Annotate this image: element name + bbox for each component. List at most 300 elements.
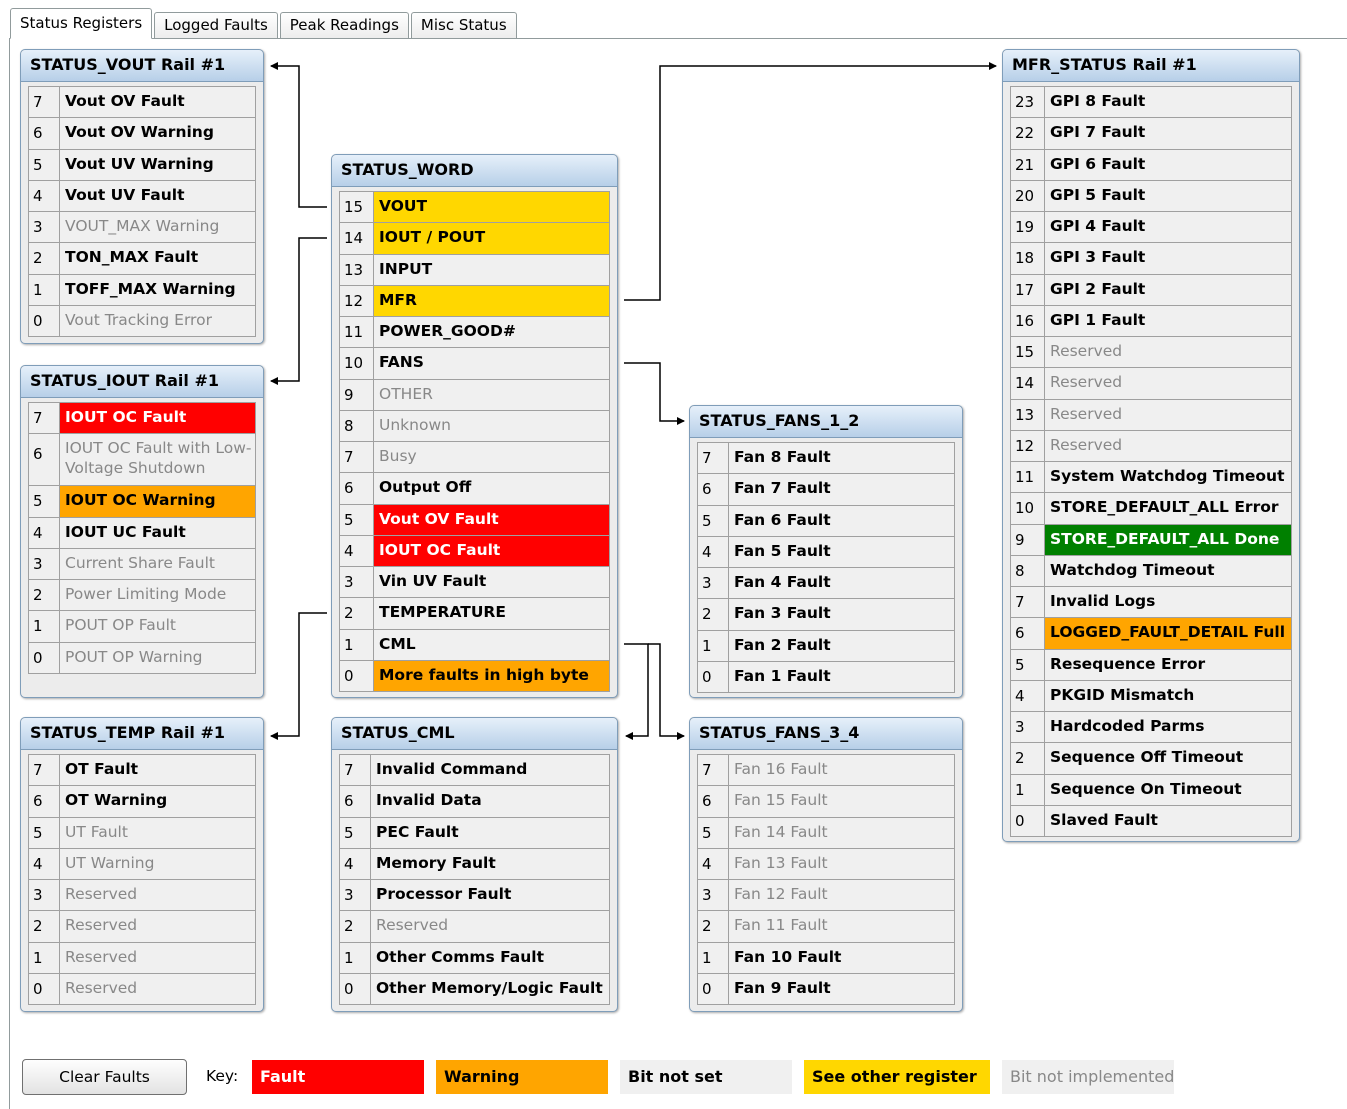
- register-bit-row: [29, 580, 255, 611]
- register-bit-row: [340, 786, 609, 817]
- key-bit-not-set: Bit not set: [620, 1060, 792, 1094]
- bit-label: VOUT: [374, 192, 609, 222]
- status-word-register: [331, 154, 618, 698]
- bit-label: Reserved: [1050, 373, 1123, 392]
- key-see-other-register: See other register: [804, 1060, 990, 1094]
- register-bit-row: [1011, 118, 1291, 149]
- bit-number: 4: [29, 849, 60, 879]
- register-bit-row: [29, 974, 255, 1005]
- bit-label: Watchdog Timeout: [1050, 560, 1215, 579]
- register-bit-row: [340, 598, 609, 629]
- register-bit-row: [698, 443, 954, 474]
- register-bit-row: [1011, 368, 1291, 399]
- bit-number: 4: [340, 849, 371, 879]
- bit-label: INPUT: [379, 259, 433, 278]
- register-bit-row: [29, 755, 255, 786]
- register-bit-row: [340, 911, 609, 942]
- bit-number: 1: [29, 275, 60, 305]
- bit-label: PEC Fault: [376, 822, 459, 841]
- bit-label: Reserved: [1050, 404, 1123, 423]
- bit-number: 18: [1011, 243, 1045, 273]
- bit-number: 6: [29, 786, 60, 816]
- bit-number: 7: [698, 755, 729, 785]
- register-bit-row: [29, 549, 255, 580]
- tab-peak-readings[interactable]: Peak Readings: [280, 12, 409, 39]
- register-bit-row: [29, 87, 255, 118]
- register-title: STATUS_FANS_1_2: [690, 406, 962, 438]
- bit-number: 3: [340, 880, 371, 910]
- bit-label: Vout OV Fault: [65, 92, 185, 110]
- register-bit-row: [698, 818, 954, 849]
- register-bit-row: [698, 849, 954, 880]
- bit-number: 3: [698, 880, 729, 910]
- bit-label: Fan 15 Fault: [734, 791, 828, 810]
- bit-number: 15: [1011, 337, 1045, 367]
- register-bit-row: [1011, 87, 1291, 118]
- register-bit-row: [29, 849, 255, 880]
- bit-number: 2: [698, 911, 729, 941]
- bit-number: 0: [29, 306, 60, 336]
- bit-number: 6: [29, 434, 60, 485]
- tab-logged-faults[interactable]: Logged Faults: [154, 12, 278, 39]
- bit-number: 6: [340, 786, 371, 816]
- bit-label: GPI 4 Fault: [1050, 217, 1146, 235]
- bit-number: 5: [698, 818, 729, 848]
- bit-number: 0: [29, 643, 60, 673]
- bit-number: 1: [340, 630, 374, 660]
- bit-label: POWER_GOOD#: [379, 322, 516, 340]
- bit-label: Reserved: [1050, 342, 1123, 360]
- register-title: MFR_STATUS Rail #1: [1003, 50, 1299, 82]
- status-fans-3-4-register: [689, 717, 963, 1012]
- bit-number: 2: [340, 598, 374, 628]
- register-bit-row: [698, 974, 954, 1005]
- bit-number: 7: [698, 443, 729, 473]
- register-bit-row: [698, 911, 954, 942]
- bit-label: GPI 2 Fault: [1050, 279, 1146, 298]
- bit-number: 15: [340, 192, 374, 222]
- bit-number: 2: [29, 911, 60, 941]
- status-vout-register: [20, 49, 264, 344]
- bit-label: Vin UV Fault: [379, 572, 487, 590]
- bit-label: PKGID Mismatch: [1050, 685, 1195, 704]
- bit-number: 6: [698, 474, 729, 504]
- register-bit-row: [1011, 462, 1291, 493]
- bit-label: Vout UV Fault: [65, 185, 185, 204]
- register-bit-row: [1011, 400, 1291, 431]
- bit-label: GPI 8 Fault: [1050, 92, 1146, 110]
- register-bit-row: [340, 818, 609, 849]
- register-bit-row: [340, 849, 609, 880]
- link-mfr-line: [624, 66, 996, 300]
- bit-label: Vout UV Warning: [65, 154, 214, 173]
- link-fans12-line: [624, 363, 684, 421]
- register-title: STATUS_FANS_3_4: [690, 718, 962, 750]
- key-warning: Warning: [436, 1060, 608, 1094]
- register-bit-row: [29, 243, 255, 274]
- bit-number: 23: [1011, 87, 1045, 117]
- link-iout-line: [271, 238, 327, 381]
- register-bit-row: [340, 943, 609, 974]
- link-cml-line: [624, 644, 648, 736]
- bit-number: 14: [1011, 368, 1045, 398]
- register-bit-table: [28, 402, 256, 674]
- bit-number: 2: [698, 599, 729, 629]
- register-title: STATUS_CML: [332, 718, 617, 750]
- register-bit-row: [340, 661, 609, 692]
- bit-number: 4: [29, 518, 60, 548]
- mfr-status-register: [1002, 49, 1300, 842]
- footer-separator: [20, 1041, 1304, 1042]
- tab-status-registers[interactable]: Status Registers: [10, 8, 152, 39]
- bit-label: Sequence On Timeout: [1050, 779, 1242, 798]
- bit-number: 7: [340, 442, 374, 472]
- register-bit-table: [28, 754, 256, 1005]
- register-bit-row: [340, 255, 609, 286]
- register-bit-row: [1011, 587, 1291, 618]
- bit-label: Invalid Command: [376, 760, 528, 778]
- bit-number: 3: [340, 567, 374, 597]
- register-bit-row: [1011, 431, 1291, 462]
- register-bit-row: [698, 943, 954, 974]
- bit-label: Other Comms Fault: [376, 947, 545, 966]
- bit-label: Fan 11 Fault: [734, 916, 828, 935]
- bit-number: 1: [29, 943, 60, 973]
- bit-label: GPI 1 Fault: [1050, 310, 1146, 329]
- bit-number: 0: [698, 662, 729, 692]
- bit-number: 6: [1011, 618, 1045, 648]
- register-bit-row: [698, 568, 954, 599]
- bit-number: 6: [340, 473, 374, 503]
- register-bit-row: [29, 118, 255, 149]
- register-bit-row: [698, 662, 954, 693]
- bit-number: 3: [29, 549, 60, 579]
- bit-label: Reserved: [376, 916, 449, 935]
- bit-number: 2: [340, 911, 371, 941]
- bit-label: Fan 2 Fault: [734, 635, 831, 654]
- register-title: STATUS_WORD: [332, 155, 617, 187]
- bit-number: 8: [1011, 556, 1045, 586]
- register-bit-row: [29, 212, 255, 243]
- bit-label: Reserved: [65, 978, 138, 997]
- register-title: STATUS_TEMP Rail #1: [21, 718, 263, 750]
- bit-label: IOUT OC Fault with Low-Voltage Shutdown: [65, 439, 252, 478]
- bit-number: 1: [698, 943, 729, 973]
- register-bit-row: [1011, 493, 1291, 524]
- register-title: STATUS_IOUT Rail #1: [21, 366, 263, 398]
- bit-number: 3: [1011, 712, 1045, 742]
- bit-label: Fan 6 Fault: [734, 510, 831, 529]
- register-bit-row: [340, 348, 609, 379]
- bit-label: POUT OP Fault: [65, 616, 176, 635]
- register-bit-row: [340, 880, 609, 911]
- bit-number: 0: [340, 661, 374, 691]
- bit-number: 16: [1011, 306, 1045, 336]
- bit-label: IOUT / POUT: [374, 223, 609, 253]
- bit-label: Current Share Fault: [65, 553, 215, 572]
- bit-label: Fan 3 Fault: [734, 604, 831, 623]
- bit-label: Sequence Off Timeout: [1050, 748, 1244, 767]
- bit-label: Resequence Error: [1050, 654, 1206, 673]
- register-bit-row: [29, 611, 255, 642]
- bit-number: 13: [340, 255, 374, 285]
- register-bit-row: [1011, 243, 1291, 274]
- bit-number: 20: [1011, 181, 1045, 211]
- bit-number: 11: [340, 317, 374, 347]
- register-bit-row: [29, 911, 255, 942]
- bit-label: FANS: [379, 353, 424, 372]
- bit-number: 4: [698, 849, 729, 879]
- register-bit-row: [698, 786, 954, 817]
- bit-number: 12: [1011, 431, 1045, 461]
- bit-number: 7: [29, 87, 60, 117]
- bit-number: 3: [29, 212, 60, 242]
- bit-label: STORE_DEFAULT_ALL Error: [1050, 498, 1279, 517]
- bit-label: Slaved Fault: [1050, 810, 1158, 829]
- clear-faults-button[interactable]: Clear Faults: [22, 1059, 187, 1095]
- bit-label: Invalid Logs: [1050, 592, 1156, 610]
- register-title: STATUS_VOUT Rail #1: [21, 50, 263, 82]
- bit-label: Fan 9 Fault: [734, 978, 831, 997]
- bit-label: MFR: [374, 286, 609, 316]
- register-bit-row: [1011, 556, 1291, 587]
- bit-number: 4: [698, 537, 729, 567]
- bit-label: Fan 10 Fault: [734, 947, 842, 966]
- bit-label: OT Fault: [65, 760, 139, 778]
- bit-label: Power Limiting Mode: [65, 585, 227, 603]
- bit-number: 8: [340, 411, 374, 441]
- register-bit-row: [698, 755, 954, 786]
- bit-label: UT Warning: [65, 853, 155, 872]
- register-bit-row: [698, 631, 954, 662]
- bit-label: Fan 13 Fault: [734, 853, 828, 872]
- register-bit-row: [1011, 806, 1291, 837]
- tab-misc-status[interactable]: Misc Status: [411, 12, 517, 39]
- bit-number: 9: [1011, 525, 1045, 555]
- bit-number: 2: [29, 243, 60, 273]
- register-bit-row: [340, 974, 609, 1005]
- register-bit-row: [29, 880, 255, 911]
- bit-label: GPI 5 Fault: [1050, 185, 1146, 204]
- register-bit-row: [340, 630, 609, 661]
- bit-number: 0: [698, 974, 729, 1004]
- bit-number: 19: [1011, 212, 1045, 242]
- register-bit-row: [29, 403, 255, 434]
- register-bit-row: [1011, 150, 1291, 181]
- register-bit-row: [340, 473, 609, 504]
- bit-number: 3: [29, 880, 60, 910]
- bit-label: Reserved: [65, 916, 138, 935]
- bit-label: GPI 3 Fault: [1050, 248, 1146, 267]
- register-bit-row: [1011, 212, 1291, 243]
- register-bit-row: [1011, 650, 1291, 681]
- bit-number: 21: [1011, 150, 1045, 180]
- status-temp-register: [20, 717, 264, 1012]
- bit-label: Reserved: [65, 947, 138, 966]
- bit-number: 13: [1011, 400, 1045, 430]
- status-iout-register: [20, 365, 264, 698]
- bit-label: GPI 7 Fault: [1050, 123, 1146, 142]
- bit-number: 7: [340, 755, 371, 785]
- register-bit-row: [340, 536, 609, 567]
- register-bit-table: [1010, 86, 1292, 837]
- bit-label: VOUT_MAX Warning: [65, 217, 220, 235]
- bit-label: Fan 7 Fault: [734, 479, 831, 498]
- register-bit-row: [340, 286, 609, 317]
- bit-label: CML: [379, 634, 416, 653]
- bit-number: 1: [29, 611, 60, 641]
- bit-number: 7: [29, 755, 60, 785]
- bit-label: OTHER: [379, 384, 433, 403]
- bit-label: Fan 5 Fault: [734, 541, 831, 560]
- bit-number: 5: [29, 150, 60, 180]
- bit-label: Fan 16 Fault: [734, 760, 828, 778]
- bit-label: IOUT OC Warning: [60, 486, 255, 516]
- bit-label: Output Off: [379, 478, 472, 497]
- bit-label: Vout Tracking Error: [65, 310, 212, 329]
- bit-label: System Watchdog Timeout: [1050, 467, 1285, 485]
- bit-label: Memory Fault: [376, 853, 496, 872]
- register-bit-row: [1011, 306, 1291, 337]
- bit-label: TON_MAX Fault: [65, 248, 199, 267]
- link-temp-line: [271, 613, 327, 736]
- register-bit-table: [28, 86, 256, 337]
- register-bit-row: [29, 150, 255, 181]
- register-bit-row: [698, 474, 954, 505]
- register-bit-row: [1011, 275, 1291, 306]
- register-bit-row: [1011, 712, 1291, 743]
- register-bit-row: [29, 943, 255, 974]
- bit-label: Vout OV Fault: [374, 505, 609, 535]
- register-bit-row: [340, 223, 609, 254]
- bit-number: 2: [29, 580, 60, 610]
- bit-label: IOUT UC Fault: [65, 522, 186, 541]
- register-bit-row: [340, 411, 609, 442]
- register-bit-row: [1011, 775, 1291, 806]
- bit-number: 10: [1011, 493, 1045, 523]
- bit-number: 0: [29, 974, 60, 1004]
- bit-number: 1: [1011, 775, 1045, 805]
- register-bit-row: [29, 518, 255, 549]
- register-bit-table: [697, 442, 955, 693]
- register-bit-table: [697, 754, 955, 1005]
- bit-number: 10: [340, 348, 374, 378]
- bit-number: 5: [698, 506, 729, 536]
- bit-label: STORE_DEFAULT_ALL Done: [1045, 525, 1291, 555]
- key-fault: Fault: [252, 1060, 424, 1094]
- bit-label: Reserved: [65, 885, 138, 903]
- register-bit-row: [1011, 681, 1291, 712]
- register-bit-row: [340, 317, 609, 348]
- key-label: Key:: [206, 1067, 239, 1085]
- register-bit-row: [340, 380, 609, 411]
- bit-label: Invalid Data: [376, 791, 482, 810]
- bit-number: 5: [1011, 650, 1045, 680]
- register-bit-row: [29, 786, 255, 817]
- bit-number: 11: [1011, 462, 1045, 492]
- bit-label: Fan 4 Fault: [734, 573, 831, 591]
- register-bit-row: [29, 643, 255, 674]
- status-cml-register: [331, 717, 618, 1012]
- register-bit-row: [340, 442, 609, 473]
- bit-number: 5: [340, 818, 371, 848]
- key-bit-not-implemented: Bit not implemented: [1002, 1060, 1174, 1094]
- bit-label: OT Warning: [65, 791, 168, 810]
- bit-number: 9: [340, 380, 374, 410]
- bit-label: Reserved: [1050, 435, 1123, 454]
- register-bit-row: [29, 181, 255, 212]
- bit-label: POUT OP Warning: [65, 647, 203, 666]
- bit-label: LOGGED_FAULT_DETAIL Full: [1045, 618, 1291, 648]
- bit-label: TEMPERATURE: [379, 603, 506, 622]
- bit-number: 5: [29, 486, 60, 516]
- bit-label: Hardcoded Parms: [1050, 717, 1205, 735]
- register-bit-row: [1011, 181, 1291, 212]
- bit-number: 6: [29, 118, 60, 148]
- bit-label: TOFF_MAX Warning: [65, 279, 236, 298]
- register-bit-row: [1011, 337, 1291, 368]
- register-bit-row: [1011, 743, 1291, 774]
- bit-number: 17: [1011, 275, 1045, 305]
- bit-number: 4: [29, 181, 60, 211]
- bit-label: Fan 1 Fault: [734, 666, 831, 685]
- bit-number: 22: [1011, 118, 1045, 148]
- bit-label: GPI 6 Fault: [1050, 154, 1146, 173]
- register-bit-row: [698, 599, 954, 630]
- register-bit-row: [340, 192, 609, 223]
- bit-label: Fan 8 Fault: [734, 448, 831, 466]
- register-bit-table: [339, 754, 610, 1005]
- bit-label: Busy: [379, 447, 417, 465]
- bit-number: 2: [1011, 743, 1045, 773]
- bit-number: 0: [1011, 806, 1045, 836]
- bit-label: IOUT OC Fault: [374, 536, 609, 566]
- bit-label: Processor Fault: [376, 885, 512, 903]
- bit-number: 5: [340, 505, 374, 535]
- register-bit-row: [698, 880, 954, 911]
- bit-number: 5: [29, 818, 60, 848]
- bit-number: 3: [698, 568, 729, 598]
- bit-number: 7: [29, 403, 60, 433]
- register-bit-row: [340, 755, 609, 786]
- bit-label: Fan 14 Fault: [734, 822, 828, 841]
- bit-number: 1: [698, 631, 729, 661]
- bit-label: More faults in high byte: [374, 661, 609, 691]
- register-bit-row: [29, 306, 255, 337]
- status-fans-1-2-register: [689, 405, 963, 698]
- register-bit-row: [29, 486, 255, 517]
- register-bit-row: [1011, 525, 1291, 556]
- bit-number: 0: [340, 974, 371, 1004]
- bit-label: Other Memory/Logic Fault: [376, 978, 603, 997]
- link-vout-line: [271, 66, 327, 207]
- bit-number: 4: [1011, 681, 1045, 711]
- bit-number: 4: [340, 536, 374, 566]
- bit-number: 7: [1011, 587, 1045, 617]
- register-bit-table: [339, 191, 610, 692]
- bit-label: Fan 12 Fault: [734, 885, 828, 903]
- register-bit-row: [1011, 618, 1291, 649]
- register-bit-row: [29, 434, 255, 486]
- register-bit-row: [698, 537, 954, 568]
- bit-label: IOUT OC Fault: [60, 403, 255, 433]
- bit-number: 1: [340, 943, 371, 973]
- register-bit-row: [29, 818, 255, 849]
- bit-label: UT Fault: [65, 822, 128, 841]
- bit-number: 6: [698, 786, 729, 816]
- bit-number: 12: [340, 286, 374, 316]
- register-bit-row: [698, 506, 954, 537]
